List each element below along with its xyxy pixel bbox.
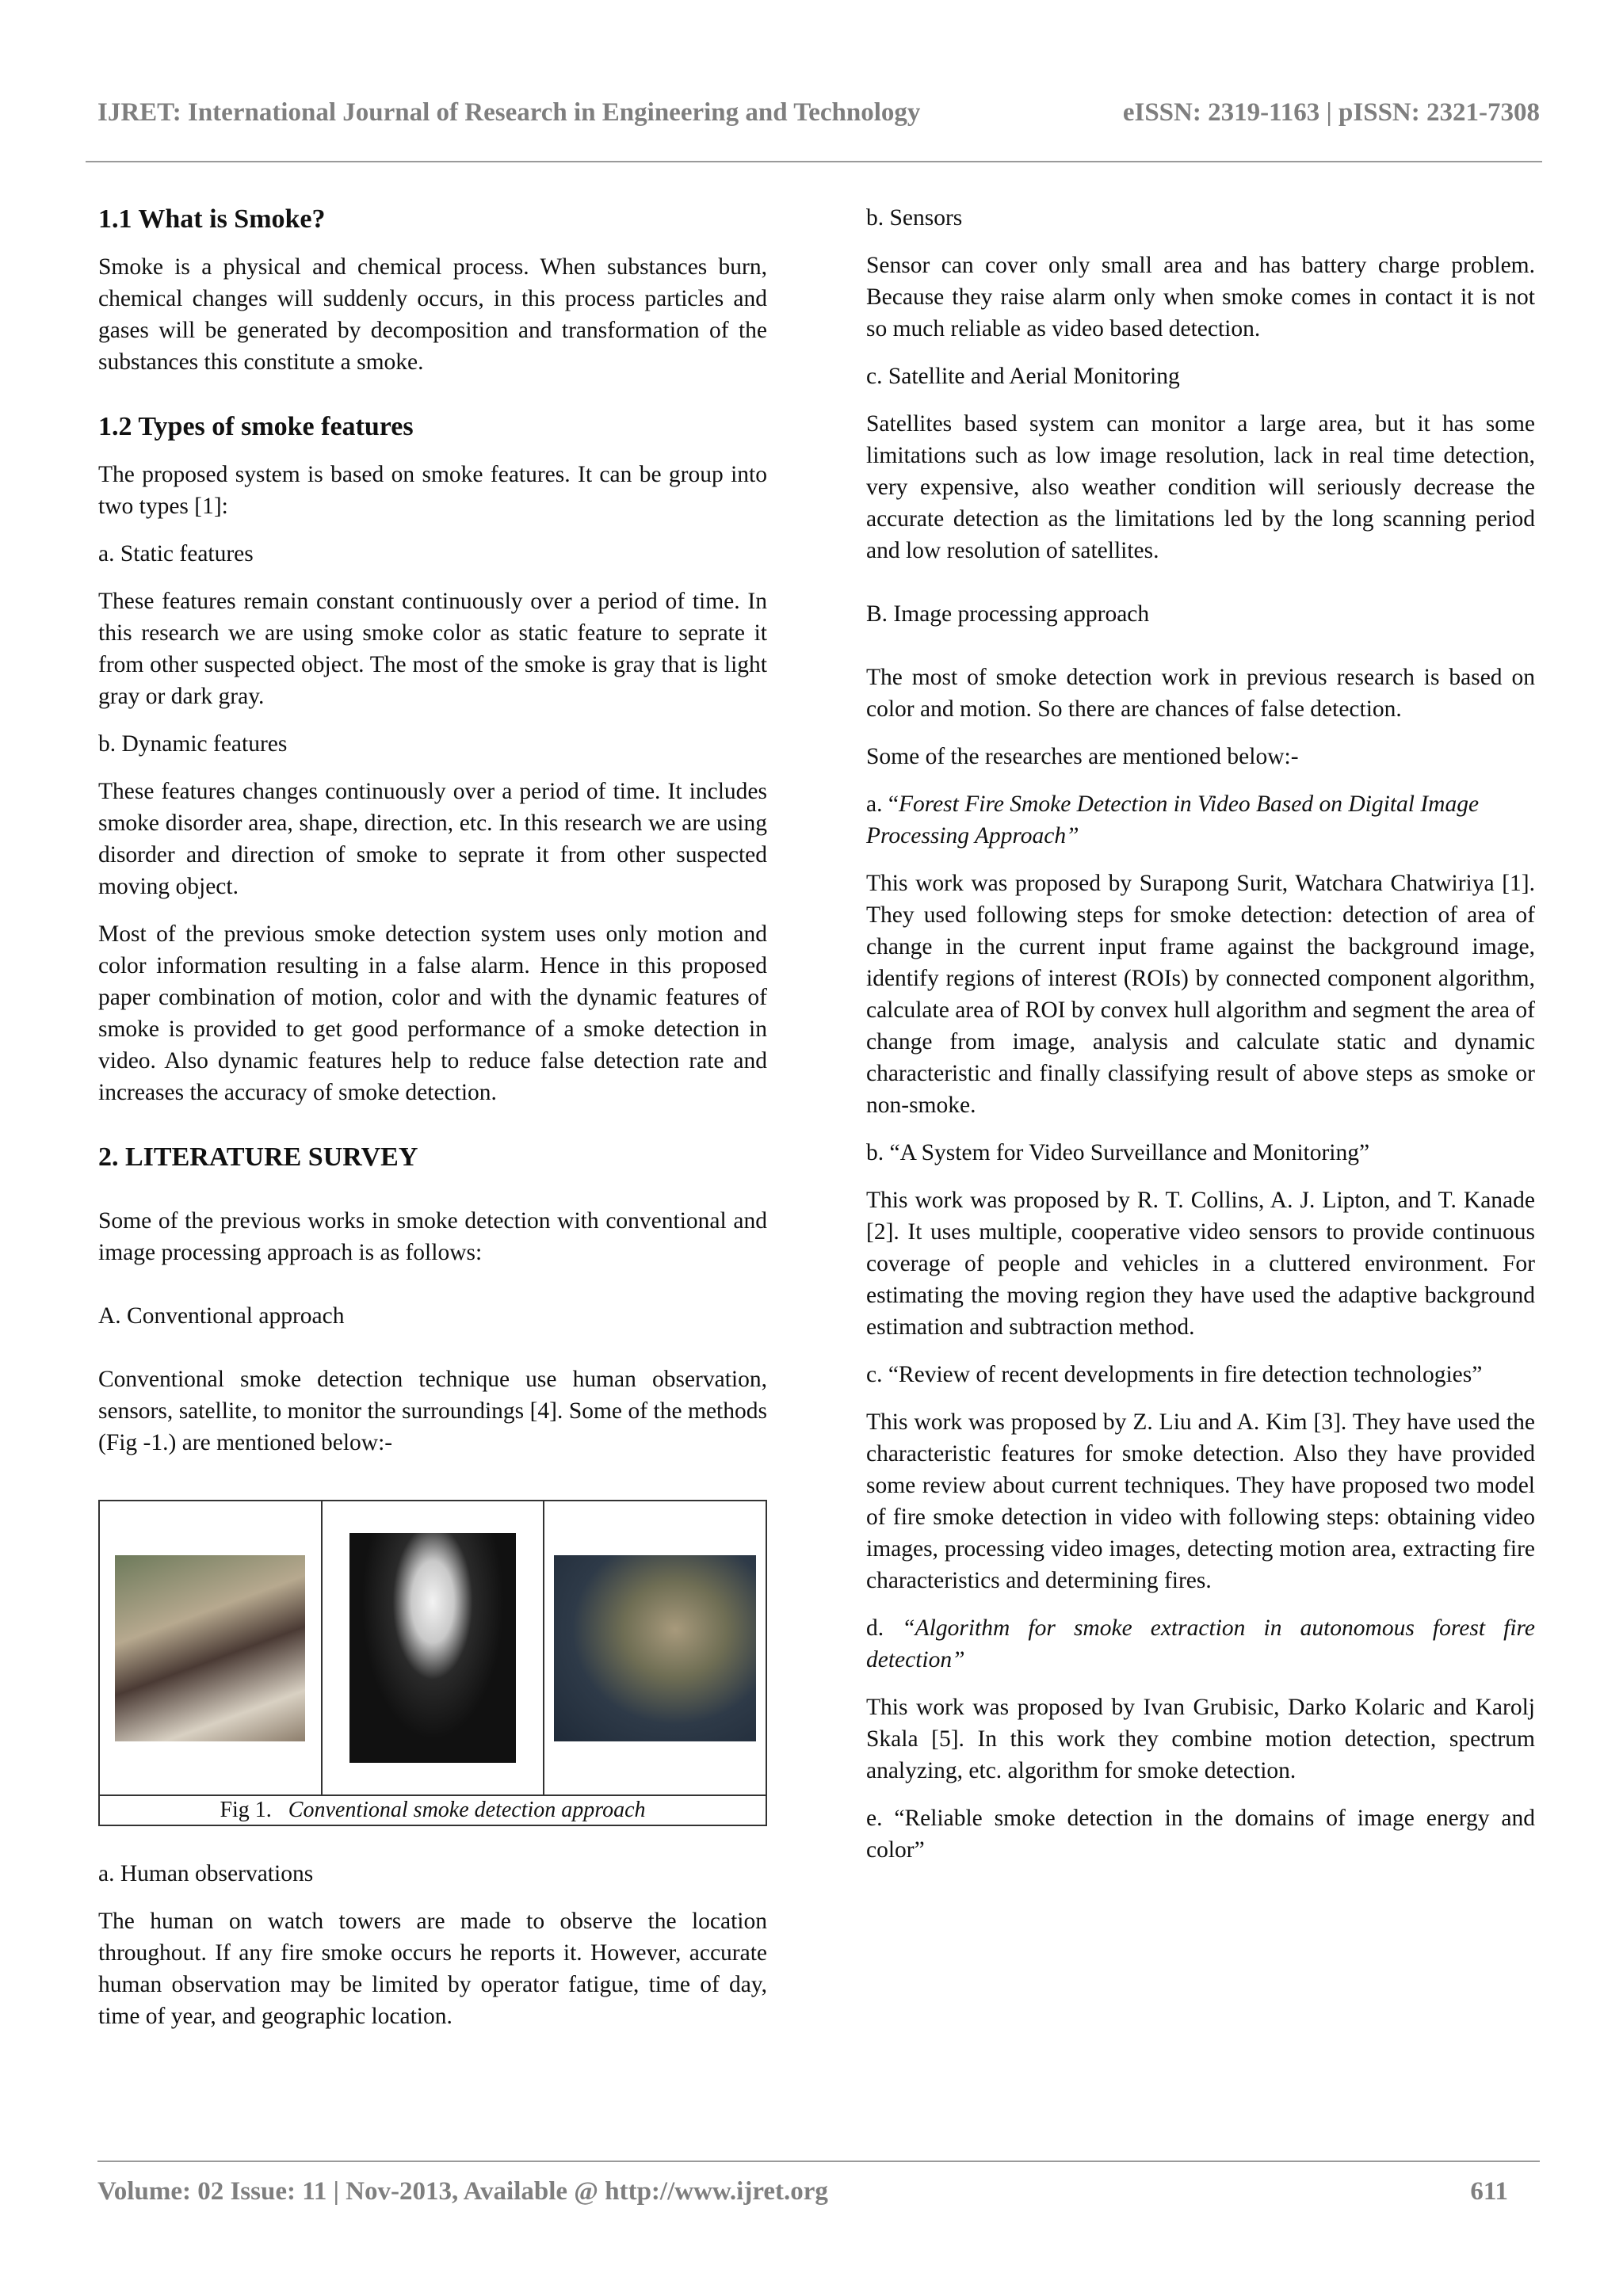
reference-d-paragraph: This work was proposed by Ivan Grubisic, Darko Kolaric and Karolj Skala [5]. In this work they combine motion detection, spectrum analyzing, etc. algorithm for smoke detection. bbox=[866, 1695, 1535, 1783]
issn: eISSN: 2319-1163 | pISSN: 2321-7308 bbox=[1122, 98, 1540, 127]
sensors-label: b. Sensors bbox=[866, 205, 963, 231]
reference-d-prefix: d. bbox=[866, 1615, 903, 1641]
human-observer-photo bbox=[115, 1555, 305, 1741]
section-1-2-title: 1.2 Types of smoke features bbox=[98, 412, 414, 441]
section-1-1-paragraph: Smoke is a physical and chemical process. When substances burn, chemical changes will suddenly occurs, in this process particles and gases will be generated by decomposition and transformation of the substances this constitute a smoke. bbox=[98, 254, 767, 375]
left-column bbox=[98, 202, 767, 2048]
figure-cell-sensor bbox=[323, 1501, 545, 1794]
spacer bbox=[866, 582, 1535, 598]
dynamic-features-paragraph: These features changes continuously over a period of time. It includes smoke disorder area, shape, direction, etc. In this research we are using disorder and direction of smoke to seprate it from other suspected moving object. bbox=[98, 779, 767, 899]
spacer bbox=[98, 394, 767, 410]
human-observations-paragraph: The human on watch towers are made to observe the location throughout. If any fire smoke occurs he reports it. However, accurate human observation may be limited by operator fatigue, time of day, time of year, and geographic location. bbox=[98, 1909, 767, 2029]
satellite-photo bbox=[554, 1555, 756, 1741]
figure-cell-human bbox=[100, 1501, 323, 1794]
satellite-label: c. Satellite and Aerial Monitoring bbox=[866, 364, 1180, 389]
spacer bbox=[98, 1124, 767, 1140]
volume-info: Volume: 02 Issue: 11 | Nov-2013, Available @ http://www.ijret.org bbox=[97, 2177, 828, 2206]
journal-title: IJRET: International Journal of Research in Engineering and Technology bbox=[97, 98, 921, 127]
reference-d-title-text: “Algorithm for smoke extraction in autonomous forest fire detection” bbox=[866, 1615, 1536, 1672]
right-column bbox=[866, 202, 1535, 1882]
reference-c-paragraph: This work was proposed by Z. Liu and A. Kim [3]. They have used the characteristic features for smoke detection. Also they have provided some review about current techniques. They have proposed two model of fire smoke detection in video with following steps: obtaining video images, processing video images, detecting motion area, extracting fire characteristics and determining fires. bbox=[866, 1409, 1535, 1593]
reference-e-title: e. “Reliable smoke detection in the domains of image energy and color” bbox=[866, 1806, 1535, 1863]
spacer bbox=[866, 646, 1535, 662]
sensors-paragraph: Sensor can cover only small area and has battery charge problem. Because they raise alarm only when smoke comes in contact it is not so much reliable as video based detection. bbox=[866, 253, 1535, 341]
dynamic-features-label: b. Dynamic features bbox=[98, 731, 288, 757]
page-footer bbox=[97, 2177, 1508, 2217]
figure-cell-satellite bbox=[544, 1501, 766, 1794]
page-number: 611 bbox=[1470, 2177, 1508, 2206]
satellite-paragraph: Satellites based system can monitor a large area, but it has some limitations such as low image resolution, lack in real time detection, very expensive, also weather condition will seriously decrease the accurate detection as the limitations led by the long scanning period and low resolution of satellites. bbox=[866, 411, 1535, 563]
spacer bbox=[98, 1284, 767, 1300]
smoke-sensor-photo bbox=[349, 1533, 516, 1763]
section-1-2-paragraph: The proposed system is based on smoke features. It can be group into two types [1]: bbox=[98, 462, 767, 519]
image-processing-paragraph: The most of smoke detection work in previous research is based on color and motion. So there are chances of false detection. bbox=[866, 665, 1535, 722]
human-observations-label: a. Human observations bbox=[98, 1861, 314, 1886]
conventional-approach-paragraph: Conventional smoke detection technique use human observation, sensors, satellite, to monitor the surroundings [4]. Some of the methods (Fig -1.) are mentioned below:- bbox=[98, 1367, 767, 1455]
static-features-paragraph: These features remain constant continuously over a period of time. In this research we are using smoke color as static feature to seprate it from other suspected object. The most of the smoke is gray that is light gray or dark gray. bbox=[98, 589, 767, 709]
static-features-label: a. Static features bbox=[98, 541, 254, 566]
section-2-title: 2. LITERATURE SURVEY bbox=[98, 1142, 418, 1172]
header-rule bbox=[86, 161, 1542, 162]
footer-rule bbox=[97, 2161, 1540, 2162]
reference-a-prefix: a. “ bbox=[866, 791, 899, 817]
figure-caption-prefix: Fig 1. bbox=[220, 1798, 272, 1822]
figure-1-images bbox=[100, 1501, 766, 1796]
page-header bbox=[97, 98, 1540, 138]
figure-1-caption bbox=[100, 1796, 766, 1825]
reference-a-paragraph: This work was proposed by Surapong Surit, Watchara Chatwiriya [1]. They used following steps for smoke detection: detection of area of change in the current input frame against the background image, identify regions of interest (ROIs) by connected component algorithm, calculate area of ROI by convex hull algorithm and segment the area of change from image, analysis and calculate static and dynamic characteristic and finally classifying result of above steps as smoke or non-smoke. bbox=[866, 871, 1535, 1118]
reference-b-title: b. “A System for Video Surveillance and Monitoring” bbox=[866, 1140, 1370, 1165]
spacer bbox=[98, 1348, 767, 1363]
image-processing-label: B. Image processing approach bbox=[866, 601, 1150, 627]
reference-d-title bbox=[866, 1612, 1535, 1676]
literature-intro-paragraph: Some of the previous works in smoke detection with conventional and image processing approach is as follows: bbox=[98, 1208, 767, 1265]
reference-a-title bbox=[866, 788, 1535, 852]
reference-b-paragraph: This work was proposed by R. T. Collins, A. J. Lipton, and T. Kanade [2]. It uses multiple, cooperative video sensors to provide continuous coverage of people and vehicles in a cluttered environment. For estimating the moving region they have used the adaptive background estimation and subtraction method. bbox=[866, 1188, 1535, 1340]
spacer bbox=[98, 1189, 767, 1205]
figure-caption-text: Conventional smoke detection approach bbox=[288, 1798, 646, 1822]
figure-1 bbox=[98, 1500, 767, 1826]
section-1-1-title: 1.1 What is Smoke? bbox=[98, 204, 326, 234]
previous-systems-paragraph: Most of the previous smoke detection system uses only motion and color information resulting in a false alarm. Hence in this proposed paper combination of motion, color and with the dynamic features of smoke is provided to get good performance of a smoke detection in video. Also dynamic features help to reduce false detection rate and increases the accuracy of smoke detection. bbox=[98, 921, 767, 1105]
conventional-approach-label: A. Conventional approach bbox=[98, 1303, 345, 1329]
reference-a-title-text: Forest Fire Smoke Detection in Video Based on Digital Image Processing Approach” bbox=[866, 791, 1480, 849]
reference-c-title: c. “Review of recent developments in fire detection technologies” bbox=[866, 1362, 1483, 1387]
researches-intro: Some of the researches are mentioned below:- bbox=[866, 744, 1299, 769]
